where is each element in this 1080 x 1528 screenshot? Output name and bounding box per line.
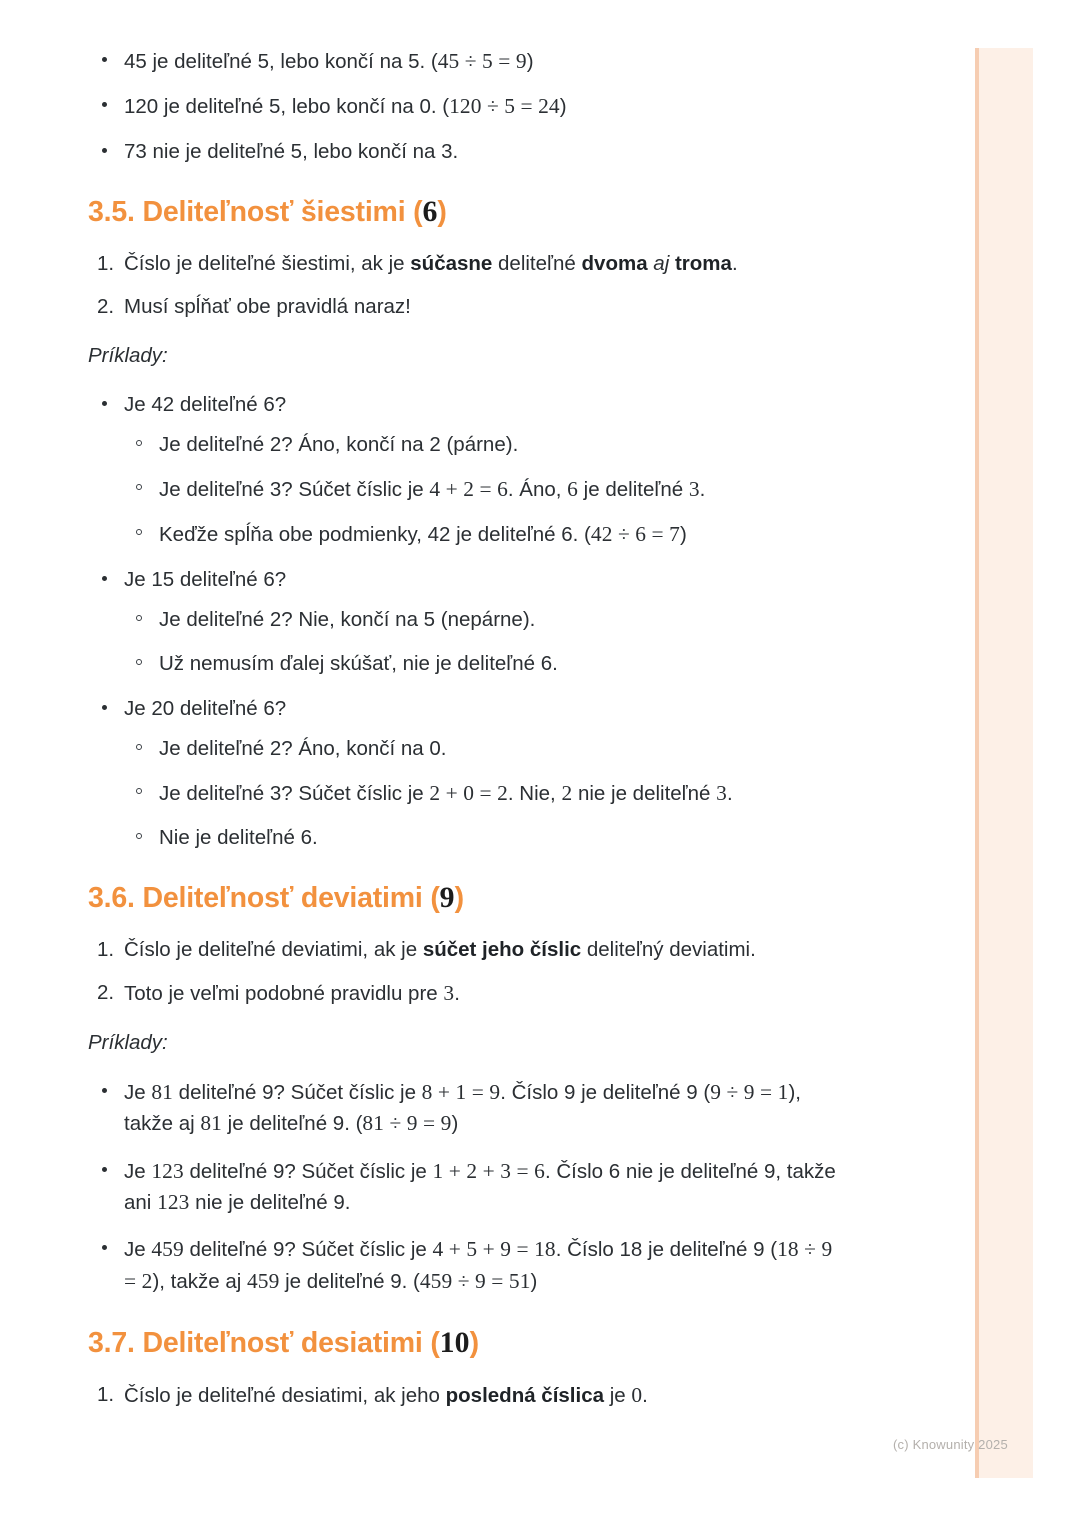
example-3.6-0-math-1: 81 <box>151 1080 173 1105</box>
section-heading-3-7 <box>88 1325 848 1361</box>
rule-3.7-0-math-3: 0 <box>631 1382 643 1407</box>
section-heading-divisor: 6 <box>422 195 438 229</box>
section-heading-close-paren: ) <box>454 882 464 915</box>
sub-list-item <box>124 649 848 679</box>
list-item <box>88 46 848 77</box>
rule-number: 2. <box>97 294 115 318</box>
example-3.6-2-text-8: je deliteľné 9. ( <box>279 1269 420 1293</box>
rule-3.6-1-math-1: 3 <box>443 980 455 1005</box>
bullet-disc-icon <box>102 576 107 581</box>
bullet-disc-icon <box>102 1088 107 1093</box>
list-item <box>88 694 848 852</box>
substep-3.5-2-0-text-0: Je deliteľné 2? Áno, končí na 0. <box>159 737 447 761</box>
example-3.5-0-text-0: Je 42 deliteľné 6? <box>124 393 287 417</box>
substep-3.5-2-1-text-2: . Nie, <box>507 781 562 805</box>
substep-3.5-2-1-math-3: 2 <box>561 780 573 805</box>
rule-3.5-0-italic-5: aj <box>653 252 670 276</box>
section-heading-3-6 <box>88 880 848 916</box>
spacer <box>88 1361 848 1381</box>
example-3.6-1-math-1: 123 <box>151 1158 184 1183</box>
section-heading-divisor: 10 <box>439 1325 470 1359</box>
example-substeps-list <box>124 595 848 678</box>
bullet-disc-icon <box>102 57 107 62</box>
rule-number: 1. <box>97 252 115 276</box>
example-substeps-list <box>124 724 848 852</box>
example-3.6-0-math-3: 8 + 1 = 9 <box>421 1080 501 1105</box>
spacer <box>88 166 848 194</box>
rule-item <box>88 1381 848 1411</box>
spacer <box>88 123 848 137</box>
rule-3.6-0-bold-1: súčet jeho číslic <box>422 937 582 961</box>
substep-3.5-0-2-text-0: Keďže spĺňa obe podmienky, 42 je deliteľné 6. ( <box>159 522 591 546</box>
substep-3.5-0-1-math-3: 6 <box>567 476 578 501</box>
top-bullet-0-math-1: 45 ÷ 5 = 9 <box>437 49 527 73</box>
example-3.6-0-text-4: . Číslo 9 je deliteľné 9 ( <box>500 1081 711 1105</box>
section-examples-list <box>88 390 848 852</box>
bullet-circle-icon <box>136 484 142 490</box>
spacer <box>88 77 848 91</box>
top-bullet-1-text-2: ) <box>559 95 567 119</box>
section-heading-close-paren: ) <box>437 196 447 229</box>
substep-3.5-0-0-text-0: Je deliteľné 2? Áno, končí na 2 (párne). <box>159 433 519 457</box>
rule-3.5-0-text-8: . <box>731 252 738 276</box>
section-examples-list <box>88 1077 848 1297</box>
example-3.6-0-text-6: ), takže aj <box>124 1081 801 1136</box>
rule-3.6-1-text-2: . <box>454 981 460 1005</box>
substep-3.5-1-0-text-0: Je deliteľné 2? Nie, končí na 5 (nepárne). <box>159 608 536 632</box>
section-heading-divisor: 9 <box>439 881 455 915</box>
substep-3.5-2-1-text-0: Je deliteľné 3? Súčet číslic je <box>159 781 430 805</box>
example-3.6-2-math-7: 459 <box>247 1268 280 1293</box>
sub-list-item <box>124 519 848 550</box>
example-3.6-0-math-7: 81 <box>200 1111 222 1136</box>
rule-3.5-0-bold-7: troma <box>674 252 732 276</box>
example-3.6-1-text-0: Je <box>124 1159 152 1183</box>
spacer <box>88 370 848 390</box>
rule-3.6-1-text-0: Toto je veľmi podobné pravidlu pre <box>124 981 444 1005</box>
rule-3.5-0-bold-1: súčasne <box>410 252 493 276</box>
example-3.6-2-math-3: 4 + 5 + 9 = 18 <box>432 1237 556 1262</box>
substep-3.5-0-2-math-1: 42 ÷ 6 = 7 <box>590 521 680 546</box>
substep-3.5-0-1-text-2: . Áno, <box>507 477 568 501</box>
rule-3.7-0-text-2: je <box>604 1383 632 1407</box>
spacer <box>88 1009 848 1029</box>
substep-3.5-2-2-text-0: Nie je deliteľné 6. <box>159 825 318 849</box>
rule-number: 1. <box>97 1382 115 1406</box>
rule-item <box>88 979 848 1009</box>
spacer <box>124 460 848 474</box>
example-3.6-0-math-9: 81 ÷ 9 = 9 <box>362 1111 452 1136</box>
spacer <box>124 635 848 649</box>
sub-list-item <box>124 474 848 505</box>
bullet-circle-icon <box>136 788 142 794</box>
section-heading-close-paren: ) <box>469 1326 479 1359</box>
rule-3.5-1-text-0: Musí spĺňať obe pravidlá naraz! <box>124 294 411 318</box>
top-bullet-0-text-2: ) <box>526 50 534 73</box>
spacer <box>124 595 848 605</box>
substep-3.5-1-1-text-0: Už nemusím ďalej skúšať, nie je deliteľné 6. <box>159 651 558 675</box>
example-3.6-0-text-8: je deliteľné 9. ( <box>221 1112 363 1136</box>
sub-list-item <box>124 823 848 853</box>
rule-item <box>88 293 848 322</box>
example-3.6-2-math-5: 18 ÷ 9 = 2 <box>124 1237 833 1293</box>
page-side-stripe <box>975 48 1033 1478</box>
bullet-circle-icon <box>136 833 142 839</box>
bullet-disc-icon <box>102 1245 107 1250</box>
example-substeps-list <box>124 420 848 549</box>
example-3.6-0-text-10: ) <box>451 1112 459 1136</box>
divisibility-by-five-examples-list <box>88 46 848 166</box>
sub-list-item <box>124 778 848 809</box>
section-heading-3-5 <box>88 194 848 230</box>
example-3.5-1-text-0: Je 15 deliteľné 6? <box>124 568 287 592</box>
bullet-circle-icon <box>136 529 142 535</box>
sub-list-item <box>124 605 848 635</box>
section-rules-list <box>88 936 848 1009</box>
rule-3.6-0-text-2: deliteľný deviatimi. <box>581 937 756 961</box>
top-bullet-1-math-1: 120 ÷ 5 = 24 <box>449 94 560 119</box>
examples-label: Príklady: <box>88 1030 168 1054</box>
bullet-disc-icon <box>102 102 107 107</box>
rule-number: 1. <box>97 937 115 961</box>
substep-3.5-0-1-text-0: Je deliteľné 3? Súčet číslic je <box>159 477 430 501</box>
page-side-stripe-edge <box>975 48 979 1478</box>
example-3.6-0-math-5: 9 ÷ 9 = 1 <box>710 1080 789 1105</box>
spacer <box>88 549 848 565</box>
example-3.6-2-text-2: deliteľné 9? Súčet číslic je <box>183 1238 433 1262</box>
spacer <box>88 916 848 936</box>
list-item <box>88 390 848 549</box>
substep-3.5-2-1-text-6: . <box>726 781 733 805</box>
example-3.6-2-text-6: ), takže aj <box>152 1269 247 1293</box>
section-rules-list <box>88 250 848 321</box>
spacer <box>88 1218 848 1234</box>
substep-3.5-0-1-math-5: 3 <box>688 476 700 501</box>
spacer <box>88 1057 848 1077</box>
example-3.6-0-text-2: deliteľné 9? Súčet číslic je <box>172 1081 422 1105</box>
substep-3.5-0-1-math-1: 4 + 2 = 6 <box>429 476 508 501</box>
list-item <box>88 1156 848 1219</box>
top-bullet-1-text-0: 120 je deliteľné 5, lebo končí na 0. ( <box>124 95 450 119</box>
spacer <box>88 965 848 979</box>
section-rules-list <box>88 1381 848 1411</box>
example-3.6-2-math-1: 459 <box>151 1237 184 1262</box>
rule-3.5-0-text-0: Číslo je deliteľné šiestimi, ak je <box>124 252 411 276</box>
example-3.6-1-text-4: . Číslo 6 nie je deliteľné 9, takže ani <box>124 1159 836 1215</box>
rule-item <box>88 250 848 279</box>
rule-3.6-0-text-0: Číslo je deliteľné deviatimi, ak je <box>124 937 423 961</box>
example-3.6-1-math-5: 123 <box>157 1190 190 1215</box>
list-item <box>88 1234 848 1297</box>
substep-3.5-0-1-text-4: je deliteľné <box>577 477 689 501</box>
top-bullet-0-text-0: 45 je deliteľné 5, lebo končí na 5. ( <box>124 50 438 73</box>
spacer <box>88 279 848 293</box>
spacer <box>124 724 848 734</box>
substep-3.5-0-1-text-6: . <box>699 477 706 501</box>
sub-list-item <box>124 430 848 460</box>
example-3.6-0-text-0: Je <box>124 1081 152 1105</box>
top-bullet-2-text-0: 73 nie je deliteľné 5, lebo končí na 3. <box>124 139 459 163</box>
substep-3.5-2-1-math-5: 3 <box>716 780 727 805</box>
rule-3.7-0-text-4: . <box>642 1383 648 1407</box>
example-3.5-2-text-0: Je 20 deliteľné 6? <box>124 697 287 721</box>
rule-3.7-0-text-0: Číslo je deliteľné desiatimi, ak jeho <box>124 1383 446 1407</box>
substep-3.5-0-2-text-2: ) <box>679 522 687 546</box>
example-3.6-2-text-10: ) <box>530 1269 538 1293</box>
example-3.6-2-text-4: . Číslo 18 je deliteľné 9 ( <box>555 1238 778 1262</box>
bullet-circle-icon <box>136 440 142 446</box>
example-3.6-2-math-9: 459 ÷ 9 = 51 <box>419 1268 531 1293</box>
example-3.6-2-text-0: Je <box>124 1238 152 1262</box>
spacer <box>88 322 848 342</box>
spacer <box>88 1297 848 1325</box>
rule-3.5-0-text-2: deliteľné <box>492 252 582 276</box>
bullet-circle-icon <box>136 744 142 750</box>
document-content <box>88 46 848 1411</box>
rule-3.5-0-bold-3: dvoma <box>581 252 648 276</box>
substep-3.5-2-1-text-4: nie je deliteľné <box>572 781 717 805</box>
list-item <box>88 91 848 122</box>
section-heading-text: 3.5. Deliteľnosť šiestimi ( <box>88 196 423 229</box>
bullet-disc-icon <box>102 705 107 710</box>
list-item <box>88 137 848 167</box>
examples-label: Príklady: <box>88 343 168 367</box>
example-3.6-1-math-3: 1 + 2 + 3 = 6 <box>432 1158 545 1183</box>
section-heading-text: 3.7. Deliteľnosť desiatimi ( <box>88 1326 440 1359</box>
spacer <box>88 1140 848 1156</box>
bullet-disc-icon <box>102 401 107 406</box>
rule-3.7-0-bold-1: posledná číslica <box>445 1383 604 1407</box>
list-item <box>88 1077 848 1140</box>
sub-list-item <box>124 734 848 764</box>
example-3.6-1-text-6: nie je deliteľné 9. <box>189 1191 351 1215</box>
spacer <box>124 420 848 430</box>
spacer <box>88 678 848 694</box>
substep-3.5-2-1-math-1: 2 + 0 = 2 <box>429 780 508 805</box>
bullet-circle-icon <box>136 659 142 665</box>
section-heading-text: 3.6. Deliteľnosť deviatimi ( <box>88 882 440 915</box>
copyright-watermark: (c) Knowunity 2025 <box>893 1437 1008 1452</box>
rule-item <box>88 936 848 965</box>
spacer <box>124 809 848 823</box>
example-3.6-1-text-2: deliteľné 9? Súčet číslic je <box>183 1159 433 1183</box>
bullet-circle-icon <box>136 615 142 621</box>
spacer <box>88 230 848 250</box>
spacer <box>124 505 848 519</box>
rule-number: 2. <box>97 980 115 1004</box>
bullet-disc-icon <box>102 148 107 153</box>
list-item <box>88 565 848 678</box>
spacer <box>124 764 848 778</box>
spacer <box>88 852 848 880</box>
bullet-disc-icon <box>102 1167 107 1172</box>
